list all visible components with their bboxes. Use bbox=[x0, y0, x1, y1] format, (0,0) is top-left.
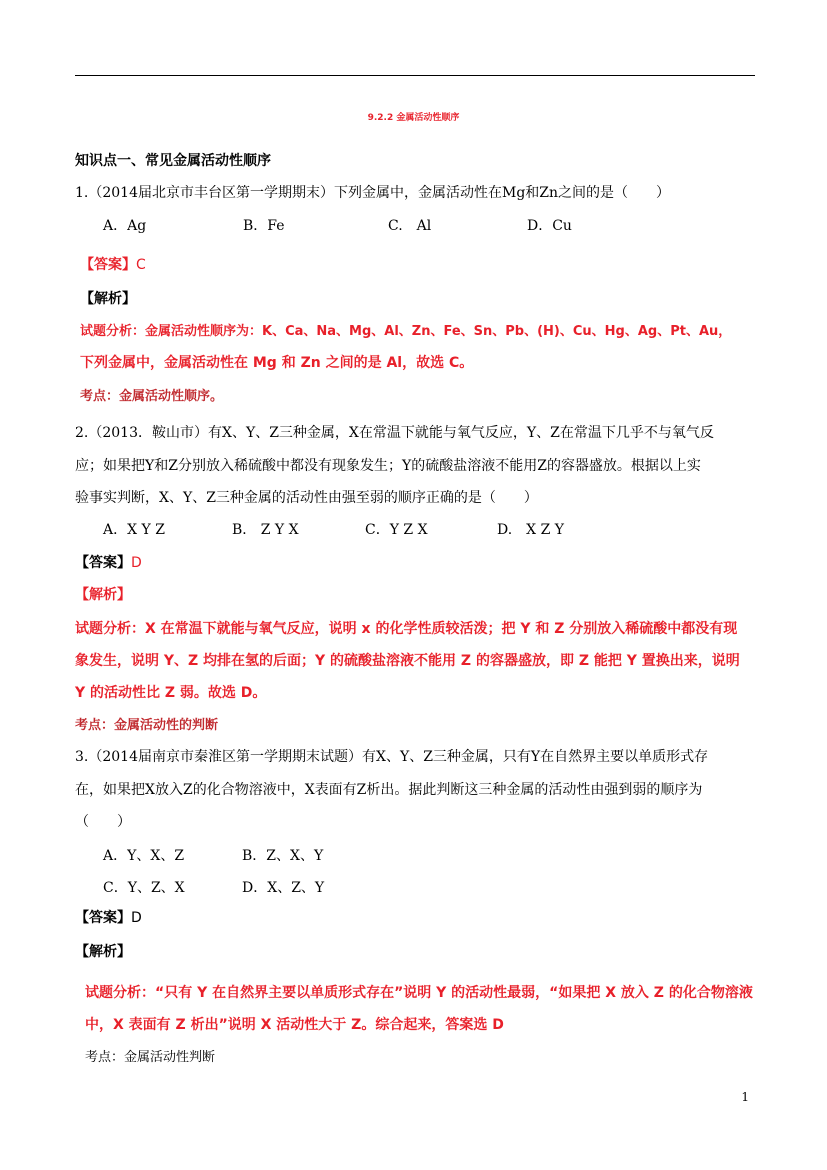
q3-stem-line-2: 在，如果把X放入Z的化合物溶液中，X表面有Z析出。据此判断这三种金属的活动性由强到弱的顺序为 bbox=[75, 782, 703, 798]
q1-answer-tag: 【答案】 bbox=[80, 257, 136, 273]
q2-answer-tag: 【答案】 bbox=[75, 555, 131, 571]
q3-analysis-line-1: 试题分析：“只有 Y 在自然界主要以单质形式存在”说明 Y 的活动性最弱，“如果把 X 放入 Z 的化合物溶液 bbox=[85, 985, 753, 1001]
q3-option-c: C．Y、Z、X bbox=[103, 880, 185, 896]
q3-option-b: B．Z、X、Y bbox=[242, 848, 324, 864]
q2-option-b: B． Z Y X bbox=[232, 522, 299, 538]
page-number: 1 bbox=[741, 1090, 749, 1104]
q2-stem-line-3: 验事实判断，X、Y、Z三种金属的活动性由强至弱的顺序正确的是（ ） bbox=[75, 490, 538, 506]
q2-analysis-line-2: 象发生，说明 Y、Z 均排在氢的后面；Y 的硫酸盐溶液不能用 Z 的容器盛放，即 Z 能把 Y 置换出来，说明 bbox=[75, 653, 740, 669]
header-rule bbox=[75, 75, 755, 76]
q3-stem-line-3: （ ） bbox=[75, 814, 131, 830]
q1-analysis-tag: 【解析】 bbox=[80, 291, 136, 307]
q1-analysis-line-2: 下列金属中，金属活动性在 Mg 和 Zn 之间的是 Al，故选 C。 bbox=[80, 355, 474, 371]
q2-analysis-line-3: Y 的活动性比 Z 弱。故选 D。 bbox=[75, 685, 267, 701]
q3-stem-line-1: 3.（2014届南京市秦淮区第一学期期末试题）有X、Y、Z三种金属，只有Y在自然界主要以单质形式存 bbox=[75, 749, 709, 765]
q3-answer-tag: 【答案】 bbox=[75, 910, 131, 926]
page-title: 9.2.2 金属活动性顺序 bbox=[367, 113, 460, 123]
q2-answer-value: D bbox=[131, 555, 142, 571]
q3-analysis-tag: 【解析】 bbox=[75, 944, 131, 960]
q2-stem-line-2: 应；如果把Y和Z分别放入稀硫酸中都没有现象发生；Y的硫酸盐溶液不能用Z的容器盛放。根据以上实 bbox=[75, 458, 701, 474]
q1-knowledge-point: 考点：金属活动性顺序。 bbox=[80, 389, 224, 404]
q3-answer-line bbox=[75, 907, 142, 927]
q1-answer-line bbox=[80, 254, 146, 274]
q2-analysis-tag: 【解析】 bbox=[75, 587, 131, 603]
q1-option-d: D．Cu bbox=[527, 218, 572, 234]
q2-option-d: D. X Z Y bbox=[497, 522, 565, 538]
q2-stem-line-1: 2.（2013．鞍山市）有X、Y、Z三种金属，X在常温下就能与氧气反应，Y、Z在常温下几乎不与氧气反 bbox=[75, 425, 714, 441]
q2-knowledge-point: 考点：金属活动性的判断 bbox=[75, 718, 219, 733]
q1-answer-value: C bbox=[136, 257, 146, 273]
q2-option-a: A．X Y Z bbox=[103, 522, 165, 538]
q1-stem: 1.（2014届北京市丰台区第一学期期末）下列金属中，金属活动性在Mg和Zn之间的是（ ） bbox=[75, 185, 671, 201]
q3-option-a: A．Y、X、Z bbox=[103, 848, 185, 864]
q3-option-d: D．X、Z、Y bbox=[242, 880, 325, 896]
q1-option-a: A．Ag bbox=[103, 218, 147, 234]
q1-option-b: B．Fe bbox=[243, 218, 285, 234]
section-heading: 知识点一、常见金属活动性顺序 bbox=[75, 153, 271, 169]
q2-answer-line bbox=[75, 552, 142, 572]
q3-knowledge-point: 考点：金属活动性判断 bbox=[85, 1050, 216, 1065]
q2-analysis-line-1: 试题分析：X 在常温下就能与氧气反应，说明 x 的化学性质较活泼；把 Y 和 Z 分别放入稀硫酸中都没有现 bbox=[75, 621, 738, 637]
q3-analysis-line-2: 中，X 表面有 Z 析出”说明 X 活动性大于 Z。综合起来，答案选 D bbox=[85, 1017, 504, 1033]
q3-answer-value: D bbox=[131, 910, 142, 926]
q1-option-c: C. Al bbox=[388, 218, 432, 234]
q1-analysis-line-1: 试题分析：金属活动性顺序为：K、Ca、Na、Mg、Al、Zn、Fe、Sn、Pb、(H)、Cu、Hg、Ag、Pt、Au， bbox=[80, 324, 732, 339]
q2-option-c: C．Y Z X bbox=[365, 522, 428, 538]
